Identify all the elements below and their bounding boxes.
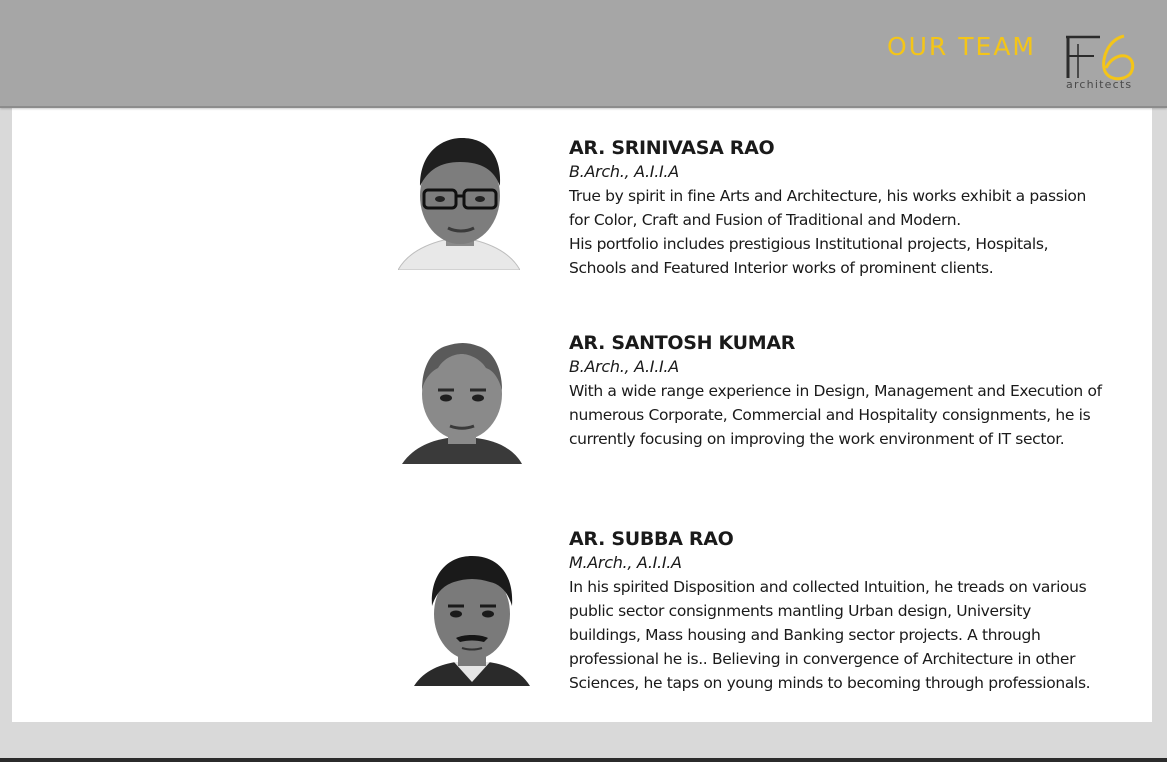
team-member-photo <box>398 134 520 270</box>
team-member-photo <box>414 552 530 686</box>
member-name: AR. SANTOSH KUMAR <box>569 332 796 354</box>
page-header <box>0 0 1167 108</box>
bottom-border <box>0 758 1167 762</box>
team-member <box>569 527 1149 695</box>
member-bio: In his spirited Disposition and collected Intuition, he treads on various public sector consignments mantling Urban design, University buildings, Mass housing and Banking sector projects. A through professional he is.. Believing in convergence of Architecture in other Sciences, he taps on young minds to becoming through professionals. <box>569 578 1091 692</box>
member-name: AR. SUBBA RAO <box>569 528 734 550</box>
member-qualification: M.Arch., A.I.I.A <box>569 553 682 572</box>
logo-text: architects <box>1066 78 1133 91</box>
member-qualification: B.Arch., A.I.I.A <box>569 162 679 181</box>
team-member <box>569 136 1149 280</box>
member-qualification: B.Arch., A.I.I.A <box>569 357 679 376</box>
member-bio: With a wide range experience in Design, Management and Execution of numerous Corporate, Commercial and Hospitality consignments, he is currently focusing on improving the work environment of IT sector. <box>569 382 1102 448</box>
member-name: AR. SRINIVASA RAO <box>569 137 775 159</box>
team-member <box>569 331 1149 451</box>
member-bio: True by spirit in fine Arts and Architecture, his works exhibit a passion for Color, Craft and Fusion of Traditional and Modern. His portfolio includes prestigious Institutional projects, Hospitals, Schools and Featured Interior works of prominent clients. <box>569 187 1087 277</box>
page-title: OUR TEAM <box>886 32 1036 61</box>
team-member-photo <box>402 340 522 464</box>
